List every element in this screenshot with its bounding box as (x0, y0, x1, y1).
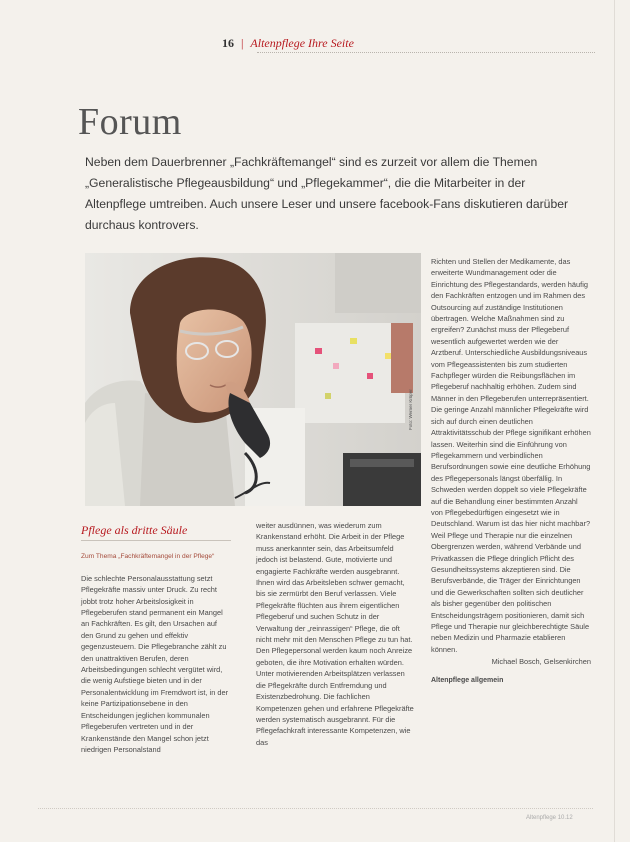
lead-paragraph: Neben dem Dauerbrenner „Fachkräftemangel“ sind es zurzeit vor allem die Themen „Generalistische Pflegeausbildung“ und „Pflegekammer“, die die Mitarbeiter in der Altenpflege umtreiben. Auch unsere Leser und unsere facebook-Fans diskutieren darüber durchaus kontrovers. (85, 155, 569, 232)
photo-credit: Foto: Werner Krüper (408, 389, 413, 430)
photo-woman-on-phone (85, 253, 421, 506)
page-number: 16 (222, 36, 234, 50)
article-column-3 (431, 256, 591, 686)
article-signature: Michael Bosch, Gelsenkirchen (491, 657, 591, 667)
page-header (222, 36, 354, 51)
article-text-1: Die schlechte Personalausstattung setzt Pflegekräfte massiv unter Druck. Zu recht jobbt trotz hoher Arbeitslosigkeit in Pflegeberufen stand permanent ein Mangel an Fachkräften. Es gilt, den Ursachen auf den Grund zu gehen und effektiv gegenzusteuern. Die Pflegebranche zählt zu den unattraktiven Berufen, deren Arbeitsbedingungen schlecht vergütet wird, die wenig Aufstiege bieten und in der Personalentwicklung im Fremdwort ist, in der keine Partizipationsebene in den Entscheidungen jeglichen kommunalen Pflegeberufen vertreten und in der Krankenstände den Mangel schon jetzt niedrigen Personalstand (81, 573, 229, 754)
header-separator: | (241, 36, 244, 50)
header-rule (257, 52, 595, 53)
section-title: Altenpflege Ihre Seite (250, 36, 354, 50)
page-title: Forum (78, 101, 182, 143)
article-text-2: weiter ausdünnen, was wiederum zum Krankenstand erhöht. Die Arbeit in der Pflege muss anerkannter sein, das Arbeitsumfeld jedoch ist belastend. Gute, motivierte und engagierte Fachkräfte werden ausgebrannt. Ihnen wird das Arbeitsleben schwer gemacht, bis sie zermürbt den Beruf verlassen. Viele Pflegekräfte flüchten aus ihrem eigentlichen Pflegeberuf und suchen Schutz in der Verwaltung der „reinrassigen“ Pflege, die oft nicht mehr mit den Menschen Pflege zu tun hat. Den Pflegepersonal werden kaum noch Anreize geboten, die ihre Motivation erhalten würden. Unter motivierenden Arbeitsplätzen verlassen die Pflegekräfte durch Entfremdung und Existenzbedrohung. Die fachlichen Kompetenzen gehen und erfahrene Pflegekräfte werden systematisch ausgebrannt. Für die Pflegefachkraft interessante Kompetenzen, wie das (256, 521, 414, 747)
page-edge (614, 0, 615, 842)
article-column-1 (81, 525, 231, 755)
page-footer: Altenpflege 10.12 (526, 815, 573, 821)
footer-rule (38, 808, 593, 809)
article-intro: Zum Thema „Fachkräftemangel in der Pflege“ (81, 553, 215, 561)
article-photo (85, 253, 421, 506)
article-subheading: Pflege als dritte Säule (81, 525, 231, 541)
article-text-3: Richten und Stellen der Medikamente, das erweiterte Wundmanagement oder die Einrichtung des Pflegestandards, werden häufig den Fachkräften entzogen und im Rahmen des Outsourcing auf zuständige Institutionen übertragen. Welche Maßnahmen sind zu ergreifen? Zunächst muss der Pflegeberuf wesentlich aufgewertet werden wie der Arztberuf. Unterschiedliche Ausbildungsniveaus vom Pflegeassistenten bis zum studierten Fachpfleger würden die Reibungsflächen im Pflegeberuf nachhaltig erhöhen. Zudem sind Männer in den Pflegeberufen unterrepräsentiert. Die geringe Anzahl männlicher Pflegekräfte wird sich auf durch einen deutlichen Attraktivitätsschub der Pflege signifikant erhöhen lassen. Weiterhin sind die Einführung von Pflegekammern und verbindlichen Berufsordnungen sowie eine deutliche Erhöhung des Pflegepersonals längst überfällig. In Schweden werden doppelt so viele Pflegekräfte auf die Behandlung einer bestimmten Anzahl von Pflegebedürftigen eingesetzt wie in Deutschland. Warum ist das hier nicht machbar? Weil Pflege und Therapie nur die einzelnen Obergrenzen werden, während Verbände und Privatkassen die Pflege dringlich Pflicht des Gesundheitssystems akzeptieren sind. Die Berufsverbände, die Träger der Einrichtungen und die Gewerkschaften sollten sich deutlicher als bisher gegenüber den politischen Entscheidungsträgern positionieren, damit sich Pflege und Therapie nur gleichberechtigte Säule neben Medizin und Pharmazie etablieren können. (431, 257, 591, 654)
article-source: Altenpflege allgemein (431, 676, 504, 684)
article-column-2 (256, 520, 416, 748)
